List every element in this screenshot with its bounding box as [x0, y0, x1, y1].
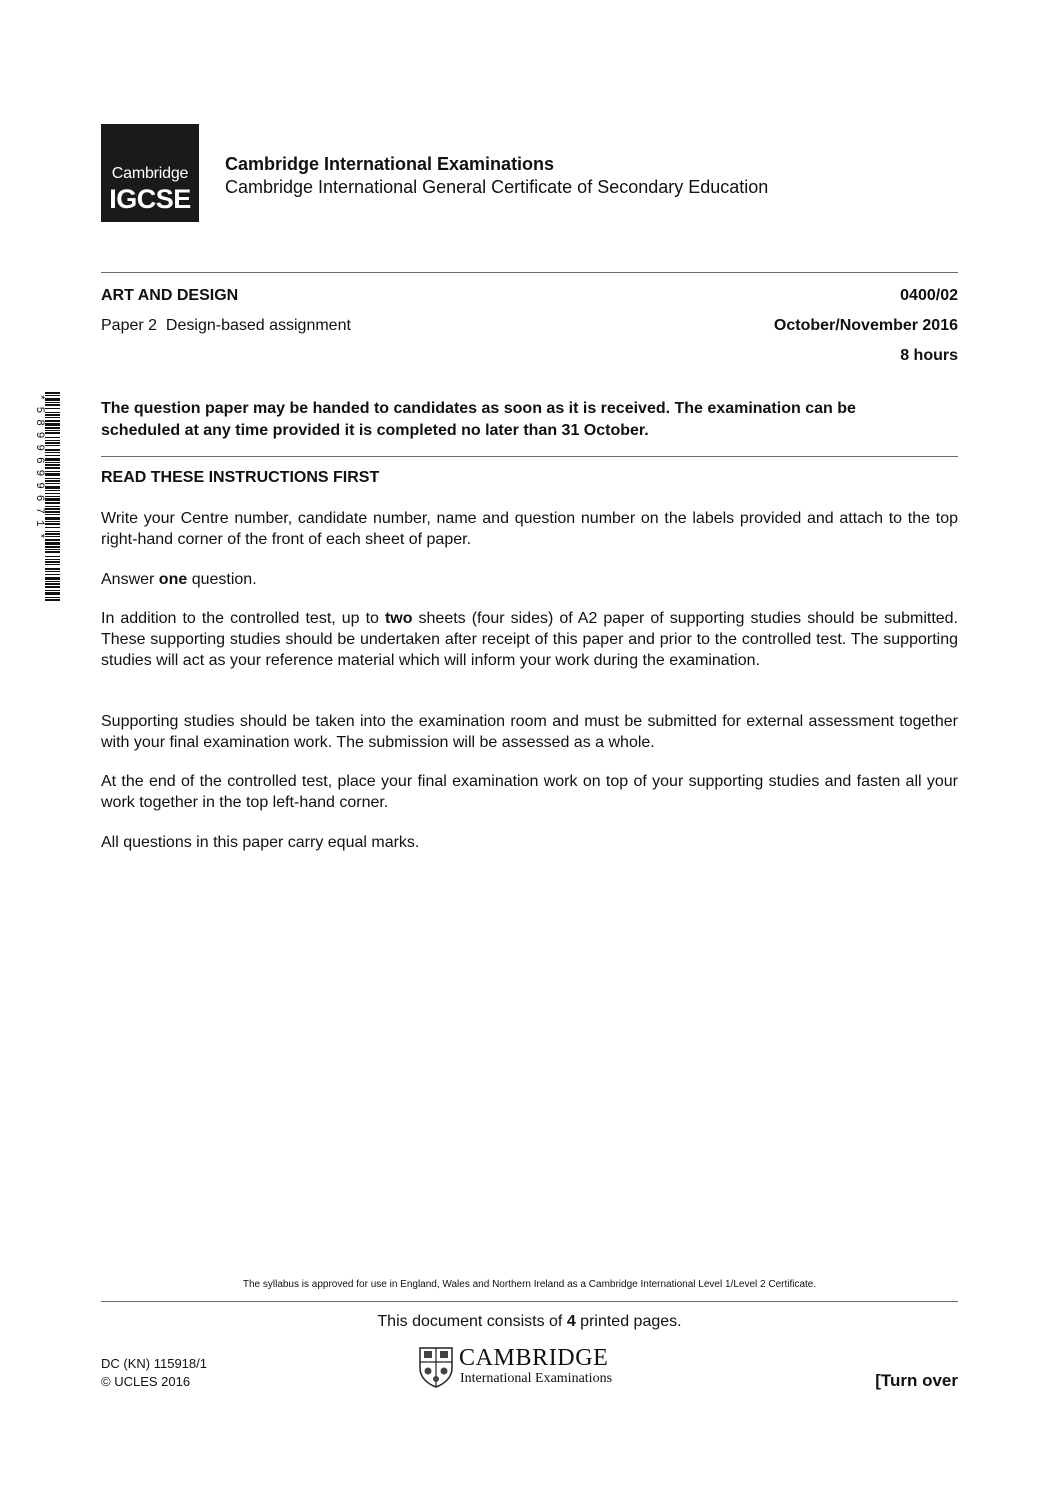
instruction-supporting-studies [101, 608, 958, 671]
page-count-text: This document consists of [377, 1313, 567, 1330]
notice-line-1: The question paper may be handed to candidates as soon as it is received. The examination can be [101, 400, 856, 417]
page-count-note [101, 1313, 958, 1331]
instruction-text: In addition to the controlled test, up to [101, 610, 385, 627]
barcode-bar [45, 423, 60, 426]
page-count-number: 4 [566, 1313, 576, 1330]
barcode-bar [45, 498, 60, 501]
barcode-bar [45, 486, 60, 489]
exam-duration: 8 hours [900, 347, 958, 364]
paper-title: Paper 2 Design-based assignment [101, 317, 351, 334]
barcode-bar [45, 506, 60, 507]
barcode-bar [45, 445, 60, 446]
barcode-bar [45, 546, 60, 548]
barcode-bar [45, 412, 60, 413]
instruction-text: question. [187, 571, 257, 588]
barcode-bar [45, 559, 60, 560]
barcode-bar [45, 583, 60, 585]
barcode-bar [45, 517, 60, 520]
exam-session: October/November 2016 [773, 317, 958, 334]
barcode-bar [45, 490, 60, 491]
barcode-bar [45, 442, 60, 444]
barcode-bar [45, 458, 60, 461]
barcode-bar [45, 414, 60, 416]
barcode-bar [45, 455, 60, 456]
barcode-bar [45, 398, 60, 401]
barcode-bar [45, 427, 60, 429]
barcode-bar [45, 574, 60, 575]
barcode-bar [45, 514, 60, 515]
barcode-bar [45, 496, 60, 497]
barcode-bar [45, 539, 60, 541]
barcode-bar [45, 511, 60, 513]
barcode-bar [45, 531, 60, 532]
barcode-bar [45, 581, 60, 582]
turn-over-note: [Turn over [875, 1371, 958, 1390]
barcode-bar [45, 586, 60, 588]
barcode-bar [45, 392, 60, 394]
page-count-text: printed pages. [575, 1313, 682, 1330]
barcode-bar [45, 478, 60, 479]
instructions-divider [101, 456, 958, 457]
logo-line-2: IGCSE [109, 184, 191, 214]
document-code: DC (KN) 115918/1 [101, 1356, 207, 1371]
footer-divider [101, 1301, 958, 1302]
barcode-bar [45, 395, 60, 396]
instruction-fastening: At the end of the controlled test, place your final examination work on top of your supporting studies and fasten all your work together in the top left-hand corner. [101, 773, 958, 811]
barcode-bar [45, 437, 60, 438]
barcode-bar [45, 452, 60, 453]
barcode-bar [45, 432, 60, 434]
barcode-bar [45, 508, 60, 510]
instruction-text: Answer [101, 571, 159, 588]
barcode-bar [45, 471, 60, 472]
barcode-bar [45, 404, 60, 406]
barcode-bar [45, 592, 60, 595]
barcode-bar [45, 523, 60, 525]
paper-code: 0400/02 [900, 287, 958, 304]
qualification-title: Cambridge International General Certificate of Secondary Education [225, 177, 769, 197]
barcode-bar [45, 464, 60, 466]
instructions-heading: READ THESE INSTRUCTIONS FIRST [101, 469, 380, 486]
cambridge-crest-icon [418, 1346, 454, 1388]
barcode-bar [45, 480, 60, 482]
instruction-emphasis: two [384, 610, 413, 627]
barcode-bar [45, 402, 60, 403]
barcode-bar [45, 542, 60, 545]
barcode-bar [45, 408, 60, 409]
barcode-bar [45, 549, 60, 550]
subject-title: ART AND DESIGN [101, 287, 239, 304]
barcode-bar [45, 564, 60, 565]
header-divider [101, 272, 958, 273]
cambridge-subtitle: International Examinations [460, 1371, 613, 1386]
cambridge-igcse-logo [101, 124, 199, 222]
barcode-bar [45, 430, 60, 431]
instruction-text: sheets (four sides) of A2 paper of supporting studies should be submitted. These supporting studies should be undertaken after receipt of this paper and prior to the controlled test. The supporting studies will act as your reference material which will inform your work during the examination. [101, 610, 959, 669]
instruction-labels: Write your Centre number, candidate number, name and question number on the labels provided and attach to the top right-hand corner of the front of each sheet of paper. [101, 510, 958, 548]
barcode-bar [45, 599, 60, 601]
logo-line-1: Cambridge [111, 165, 189, 182]
instruction-marks: All questions in this paper carry equal marks. [101, 834, 420, 851]
candidate-barcode [33, 392, 60, 600]
syllabus-note: The syllabus is approved for use in England, Wales and Northern Ireland as a Cambridge International Level 1/Level 2 Certificate. [242, 1279, 817, 1290]
copyright-notice: © UCLES 2016 [101, 1374, 191, 1389]
barcode-bar [45, 568, 60, 570]
barcode-bar [45, 521, 60, 522]
barcode-text: *5899699671* [33, 394, 45, 546]
barcode-bar [45, 536, 60, 537]
barcode-bar [45, 571, 60, 572]
barcode-bar [45, 467, 60, 469]
barcode-bar [45, 462, 60, 463]
barcode-bar [45, 502, 60, 504]
barcode-bar [45, 597, 60, 598]
cambridge-wordmark: CAMBRIDGE [459, 1345, 609, 1371]
barcode-bar [45, 527, 60, 528]
barcode-bar [45, 533, 60, 535]
barcode-graphic [33, 392, 60, 600]
barcode-bar [45, 449, 60, 451]
barcode-bar [45, 556, 60, 557]
barcode-bar [45, 420, 60, 422]
barcode-bar [45, 551, 60, 553]
handout-notice [101, 398, 958, 442]
barcode-bar [45, 561, 60, 563]
instruction-submission: Supporting studies should be taken into the examination room and must be submitted for external assessment together with your final examination work. The submission will be assessed as a whole. [101, 713, 958, 751]
barcode-bar [45, 440, 60, 441]
instruction-answer-count [101, 569, 958, 590]
notice-line-2: scheduled at any time provided it is completed no later than 31 October. [101, 422, 649, 439]
barcode-bar [45, 417, 60, 418]
exam-board-title: Cambridge International Examinations [225, 154, 555, 174]
barcode-bar [45, 493, 60, 494]
barcode-bar [45, 590, 60, 591]
barcode-bar [45, 577, 60, 580]
barcode-bar [45, 483, 60, 484]
instruction-emphasis: one [158, 571, 188, 588]
barcode-bar [45, 473, 60, 476]
